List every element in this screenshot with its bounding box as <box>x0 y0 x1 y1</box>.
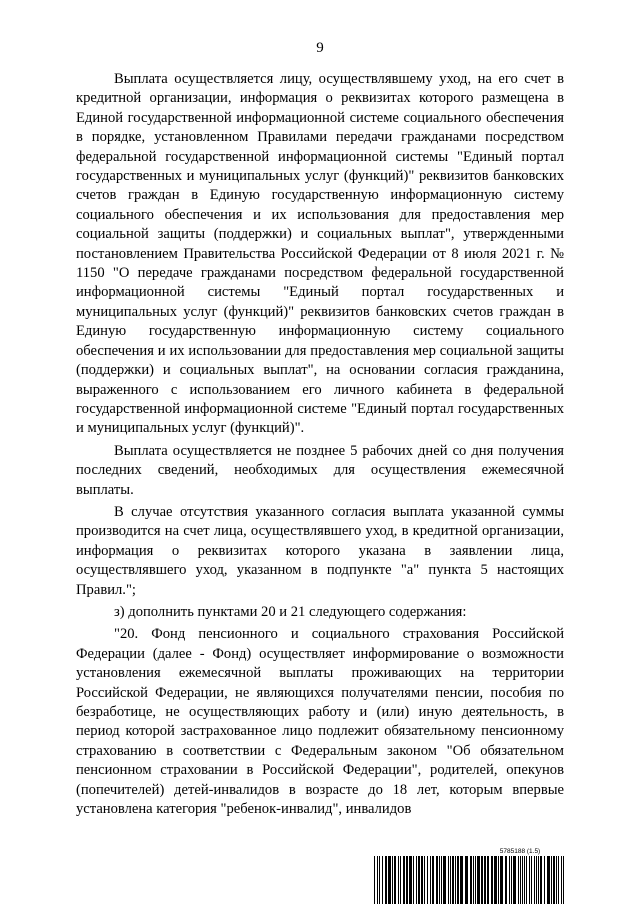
barcode <box>374 856 564 904</box>
body-text <box>76 70 564 819</box>
paragraph: В случае отсутствия указанного согласия выплата указанной суммы производится на счет лица, осуществлявшего уход, в кредитной организации, информация о реквизитах которого указана в заявлении лица, осуществлявшего уход, указанном в подпункте "а" пункта 5 настоящих Правил."; <box>76 503 564 598</box>
paragraph: Выплата осуществляется лицу, осуществлявшему уход, на его счет в кредитной организации, информация о реквизитах которого размещена в Единой государственной информационной системе социального обеспечения в порядке, установленном Правилами передачи гражданами посредством федеральной государственной информационной системы "Единый портал государственных и муниципальных услуг (функций)" реквизитов банковских счетов граждан в Единую государственную информационную систему социального обеспечения и их использования для предоставления мер социальной защиты (поддержки) и социальных выплат", утвержденными постановлением Правительства Российской Федерации от 8 июля 2021 г. № 1150 "О передаче гражданами посредством федеральной государственной информационной системы "Единый портал государственных и муниципальных услуг (функций)" реквизитов банковских счетов граждан в Единую государственную информационную систему социального обеспечения и их использовании для предоставления мер социальной защиты (поддержки) и социальных выплат", на основании согласия гражданина, выраженного с использованием его личного кабинета в федеральной государственной информационной системе "Единый портал государственных и муниципальных услуг (функций)". <box>76 71 564 437</box>
paragraph: "20. Фонд пенсионного и социального страхования Российской Федерации (далее - Фонд) осуществляет информирование о возможности установления ежемесячной выплаты проживающих на территории Российской Федерации, не являющихся получателями пенсии, пособия по безработице, не осуществляющих работу и (или) иную деятельность, в период которой застрахованное лицо подлежит обязательному пенсионному страхованию в соответствии с Федеральным законом "Об обязательном пенсионном страховании в Российской Федерации", родителей, опекунов (попечителей) детей-инвалидов в возрасте до 18 лет, которым впервые установлена категория "ребенок-инвалид", инвалидов <box>76 626 564 818</box>
barcode-caption: 5785188 (1.5) <box>499 848 541 855</box>
paragraph: з) дополнить пунктами 20 и 21 следующего содержания: <box>114 603 467 620</box>
paragraph: Выплата осуществляется не позднее 5 рабочих дней со дня получения последних сведений, необходимых для осуществления ежемесячной выплаты. <box>76 442 564 498</box>
page-number: 9 <box>316 40 324 56</box>
